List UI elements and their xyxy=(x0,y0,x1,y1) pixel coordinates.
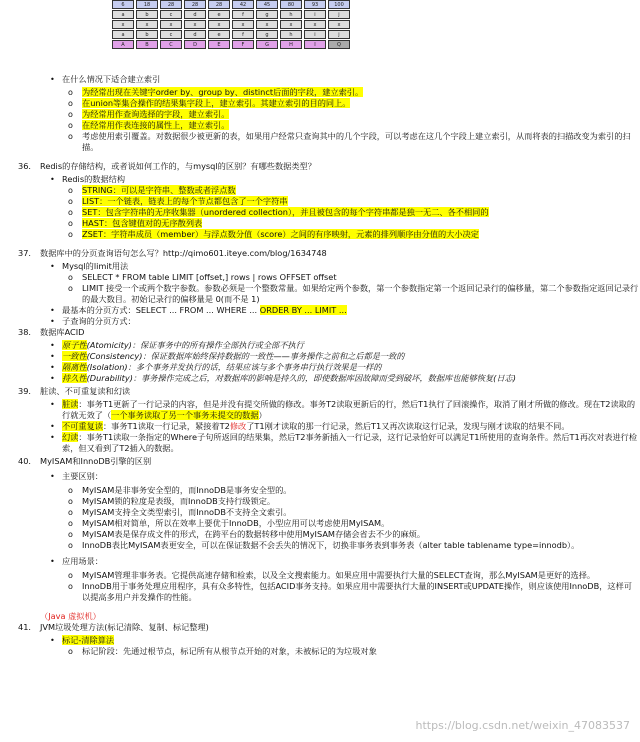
figure-cell: 6 xyxy=(112,0,134,9)
figure-cell: C xyxy=(160,40,182,49)
figure-cell: b xyxy=(136,30,158,39)
figure-cell: G xyxy=(256,40,278,49)
figure-cell: h xyxy=(280,10,302,19)
figure-cell: c xyxy=(160,10,182,19)
s40-title: 40. MyISAM和InnoDB引擎的区别 xyxy=(18,456,152,466)
java-vm-heading: （Java 虚拟机） xyxy=(40,611,101,621)
s38-title: 38. 数据库ACID xyxy=(18,327,85,337)
figure-cell: e xyxy=(208,30,230,39)
figure-cell: i xyxy=(304,30,326,39)
figure-cell: x xyxy=(304,20,326,29)
document-body xyxy=(0,72,640,657)
s35-head: • 在什么情况下适合建立索引 xyxy=(0,74,640,85)
s40-item-4: o MyISAM相对简单，所以在效率上要优于InnoDB，小型应用可以考虑使用MyISAM。 xyxy=(0,518,640,529)
s36-item-1: o STRING：可以是字符串、整数或者浮点数 xyxy=(0,185,640,196)
figure-cell: x xyxy=(184,20,206,29)
figure-cell: A xyxy=(112,40,134,49)
s40-head-2: • 应用场景： xyxy=(0,556,640,567)
figure-cell: j xyxy=(328,30,350,39)
figure-cell: f xyxy=(232,30,254,39)
figure-cell: 28 xyxy=(208,0,230,9)
s41-title: 41. JVM垃圾处理方法(标记清除、复制、标记整理) xyxy=(18,622,209,632)
figure-cell: x xyxy=(136,20,158,29)
s40-item-6: o InnoDB表比MyISAM表更安全，可以在保证数据不会丢失的情况下，切换非事务表到事务表（alter table tablename type=innodb）。 xyxy=(0,540,640,551)
s40-item-7: o MyISAM管理非事务表。它提供高速存储和检索，以及全文搜索能力。如果应用中需要执行大量的SELECT查询，那么MyISAM是更好的选择。 xyxy=(0,570,640,581)
s35-item-1: o 为经常出现在关键字order by、group by、distinct后面的字段，建立索引。 xyxy=(0,87,640,98)
figure-cell: 45 xyxy=(256,0,278,9)
s36-item-3: o SET：包含字符串的无序收集器（unordered collection），并且被包含的每个字符串都是独一无二、各不相同的 xyxy=(0,207,640,218)
s40-item-2: o MyISAM锁的粒度是表级，而InnoDB支持行级锁定。 xyxy=(0,496,640,507)
figure-cell: B xyxy=(136,40,158,49)
figure-cell: a xyxy=(112,10,134,19)
s36-item-5: o ZSET：字符串成员（member）与浮点数分值（score）之间的有序映射，元素的排列顺序由分值的大小决定 xyxy=(0,229,640,240)
s40-head-1: • 主要区别： xyxy=(0,471,640,482)
figure-cell: 93 xyxy=(304,0,326,9)
figure-cell: c xyxy=(160,30,182,39)
s37-sub: • 子查询的分页方式： xyxy=(0,316,640,327)
figure-cell: x xyxy=(160,20,182,29)
figure-cell: j xyxy=(328,10,350,19)
figure-cell: H xyxy=(280,40,302,49)
figure-cell: x xyxy=(232,20,254,29)
watermark: https://blog.csdn.net/weixin_47083537 xyxy=(415,719,630,732)
figure-cell: a xyxy=(112,30,134,39)
figure-cell: i xyxy=(304,10,326,19)
figure-cell: Q xyxy=(328,40,350,49)
figure-cell: 18 xyxy=(136,0,158,9)
s35-item-5: o 考虑使用索引覆盖。对数据很少被更新的表，如果用户经常只查询其中的几个字段，可以考虑在这几个字段上建立索引，从而将表的扫描改变为索引的扫描。 xyxy=(0,131,640,153)
s38-item-3: • 隔离性(Isolation)：多个事务并发执行的话，结果应该与多个事务串行执行效果是一样的 xyxy=(0,362,640,373)
s37-item-1: o SELECT * FROM table LIMIT [offset,] rows | rows OFFSET offset xyxy=(0,272,640,283)
s40-item-3: o MyISAM支持全文类型索引，而InnoDB不支持全文索引。 xyxy=(0,507,640,518)
s38-item-2: • 一致性(Consistency)：保证数据库始终保持数据的一致性——事务操作之前和之后都是一致的 xyxy=(0,351,640,362)
figure-cell: e xyxy=(208,10,230,19)
s37-title: 37. 数据库中的分页查询语句怎么写？http://qimo601.iteye.com/blog/1634748 xyxy=(18,248,327,258)
figure-cell: 42 xyxy=(232,0,254,9)
s36-head: • Redis的数据结构 xyxy=(0,174,640,185)
s38-item-4: • 持久性(Durability)：事务操作完成之后，对数据库的影响是持久的，即使数据库因故障而受到破坏，数据库也能够恢复(日志) xyxy=(0,373,640,384)
s41-head: • 标记-清除算法 xyxy=(0,635,640,646)
s37-basic: • 最基本的分页方式：SELECT ... FROM ... WHERE ... ORDER BY ... LIMIT ... xyxy=(0,305,640,316)
s37-head: • Mysql的limit用法 xyxy=(0,261,640,272)
s39-item-1: • 脏读：事务T1更新了一行记录的内容，但是并没有提交所做的修改。事务T2读取更新后的行，然后T1执行了回滚操作，取消了刚才所做的修改。现在T2读取的行就无效了（一个事务读取了另一个事务未提交的数据） xyxy=(0,399,640,421)
s35-item-4: o 在经常用作表连接的属性上，建立索引。 xyxy=(0,120,640,131)
figure-cell: 28 xyxy=(184,0,206,9)
figure-cell: g xyxy=(256,10,278,19)
figure-cell: x xyxy=(280,20,302,29)
s36-item-2: o LIST：一个链表，链表上的每个节点都包含了一个字符串 xyxy=(0,196,640,207)
figure-cell: 100 xyxy=(328,0,350,9)
s40-item-8: o InnoDB用于事务处理应用程序，具有众多特性，包括ACID事务支持。如果应用中需要执行大量的INSERT或UPDATE操作，则应该使用InnoDB，这样可以提高多用户并发操作的性能。 xyxy=(0,581,640,603)
s37-item-2: o LIMIT 接受一个或两个数字参数。参数必须是一个整数常量。如果给定两个参数，第一个参数指定第一个返回记录行的偏移量，第二个参数指定返回记录行的最大数目。初始记录行的偏移量是 0(而不是 1) xyxy=(0,283,640,305)
figure-cell: x xyxy=(208,20,230,29)
s38-item-1: • 原子性(Atomicity)：保证事务中的所有操作全部执行或全部不执行 xyxy=(0,340,640,351)
figure-cell: E xyxy=(208,40,230,49)
figure-cell: 28 xyxy=(160,0,182,9)
figure-cell: x xyxy=(328,20,350,29)
figure-cell: d xyxy=(184,10,206,19)
s39-item-2: • 不可重复读：事务T1读取一行记录，紧接着T2修改了T1刚才读取的那一行记录，然后T1又再次读取这行记录，发现与刚才读取的结果不同。 xyxy=(0,421,640,432)
s36-title: 36. Redis的存储结构，或者说如何工作的，与mysql的区别？有哪些数据类型？ xyxy=(18,161,316,171)
index-figure xyxy=(112,0,358,60)
figure-cell: f xyxy=(232,10,254,19)
figure-cell: b xyxy=(136,10,158,19)
s39-item-3: • 幻读：事务T1读取一条指定的Where子句所返回的结果集，然后T2事务新插入一行记录，这行记录恰好可以满足T1所使用的查询条件。然后T1再次对表进行检索，但又看到了T2插入的数据。 xyxy=(0,432,640,454)
s40-item-1: o MyISAM是非事务安全型的，而InnoDB是事务安全型的。 xyxy=(0,485,640,496)
s35-item-3: o 为经常用作查询选择的字段，建立索引。 xyxy=(0,109,640,120)
figure-cell: F xyxy=(232,40,254,49)
figure-cell: 80 xyxy=(280,0,302,9)
s35-item-2: o 在union等集合操作的结果集字段上，建立索引。其建立索引的目的同上。 xyxy=(0,98,640,109)
figure-cell: d xyxy=(184,30,206,39)
s41-item-1: o 标记阶段：先通过根节点，标记所有从根节点开始的对象，未被标记的为垃圾对象 xyxy=(0,646,640,657)
figure-cell: g xyxy=(256,30,278,39)
s40-item-5: o MyISAM表是保存成文件的形式，在跨平台的数据转移中使用MyISAM存储会省去不少的麻烦。 xyxy=(0,529,640,540)
figure-cell: h xyxy=(280,30,302,39)
figure-cell: x xyxy=(256,20,278,29)
figure-cell: D xyxy=(184,40,206,49)
figure-cell: x xyxy=(112,20,134,29)
s36-item-4: o HAST：包含键值对的无序散列表 xyxy=(0,218,640,229)
s39-title: 39. 脏读、不可重复读和幻读 xyxy=(18,386,131,396)
figure-cell: I xyxy=(304,40,326,49)
